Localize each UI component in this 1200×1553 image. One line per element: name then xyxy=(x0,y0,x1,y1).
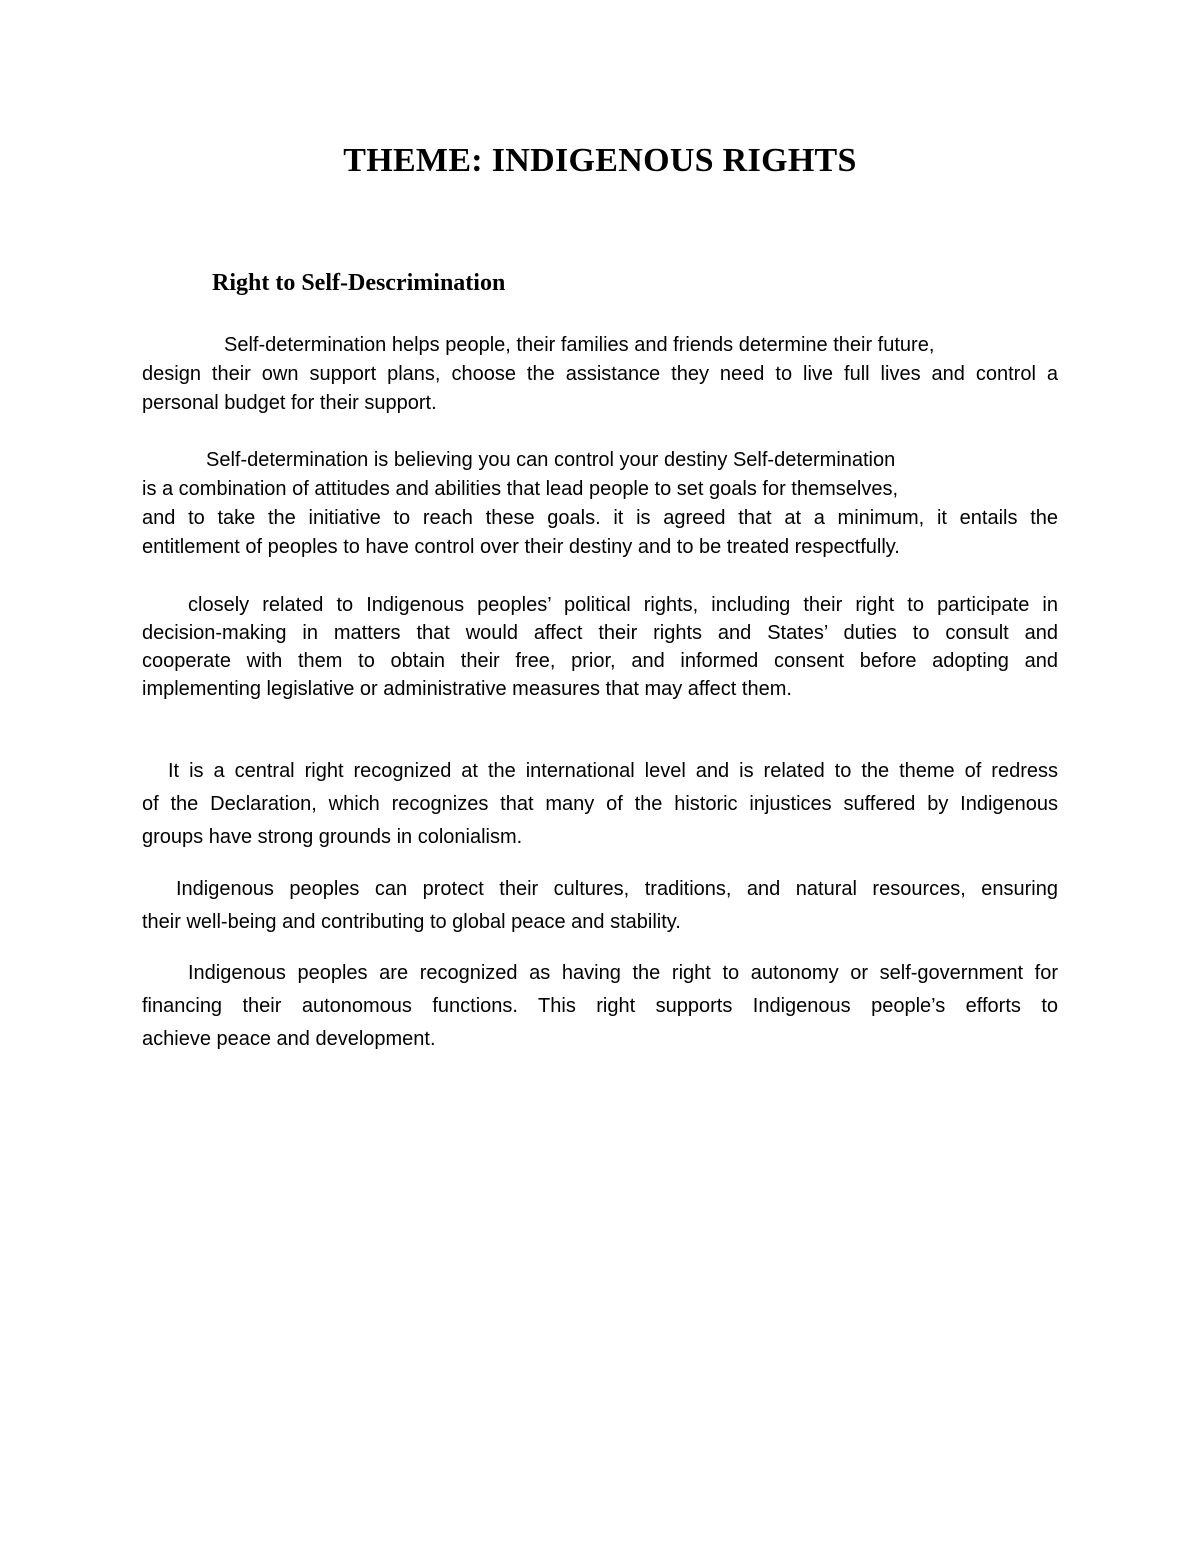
paragraph-line: cooperate with them to obtain their free, prior, and informed consent before adopting and xyxy=(142,650,1058,672)
paragraph-line: of the Declaration, which recognizes that many of the historic injustices suffered by Indigenous xyxy=(142,793,1058,815)
paragraph-line: implementing legislative or administrative measures that may affect them. xyxy=(142,678,792,700)
paragraph-autonomy xyxy=(142,957,1058,1056)
paragraph-line: closely related to Indigenous peoples’ political rights, including their right to participate in xyxy=(188,594,1058,616)
paragraph-line: Self-determination helps people, their families and friends determine their future, xyxy=(224,334,935,356)
paragraph-line: personal budget for their support. xyxy=(142,392,437,414)
paragraph-central-right xyxy=(142,755,1058,854)
paragraph-line: It is a central right recognized at the international level and is related to the theme of redress xyxy=(168,760,1058,782)
paragraph-line: Indigenous peoples can protect their cultures, traditions, and natural resources, ensuring xyxy=(176,878,1058,900)
paragraph-line: design their own support plans, choose the assistance they need to live full lives and control a xyxy=(142,363,1058,385)
paragraph-line: Self-determination is believing you can control your destiny Self-determination xyxy=(206,449,896,471)
paragraph-line: and to take the initiative to reach these goals. it is agreed that at a minimum, it entails the xyxy=(142,507,1058,529)
paragraph-protect-cultures xyxy=(142,873,1058,939)
paragraph-self-determination-definition xyxy=(142,446,1058,562)
paragraph-self-determination-intro xyxy=(142,331,1058,418)
page-title: THEME: INDIGENOUS RIGHTS xyxy=(343,142,857,179)
paragraph-line: their well-being and contributing to global peace and stability. xyxy=(142,911,681,933)
section-subtitle: Right to Self-Descrimination xyxy=(212,270,506,296)
paragraph-line: Indigenous peoples are recognized as having the right to autonomy or self-government for xyxy=(188,962,1058,984)
paragraph-line: achieve peace and development. xyxy=(142,1028,436,1050)
paragraph-line: entitlement of peoples to have control over their destiny and to be treated respectfully. xyxy=(142,536,900,558)
paragraph-line: decision-making in matters that would affect their rights and States’ duties to consult and xyxy=(142,622,1058,644)
paragraph-line: groups have strong grounds in colonialism. xyxy=(142,826,523,848)
paragraph-line: financing their autonomous functions. This right supports Indigenous people’s efforts to xyxy=(142,995,1058,1017)
paragraph-line: is a combination of attitudes and abilities that lead people to set goals for themselves, xyxy=(142,478,899,500)
paragraph-political-rights xyxy=(142,591,1058,703)
